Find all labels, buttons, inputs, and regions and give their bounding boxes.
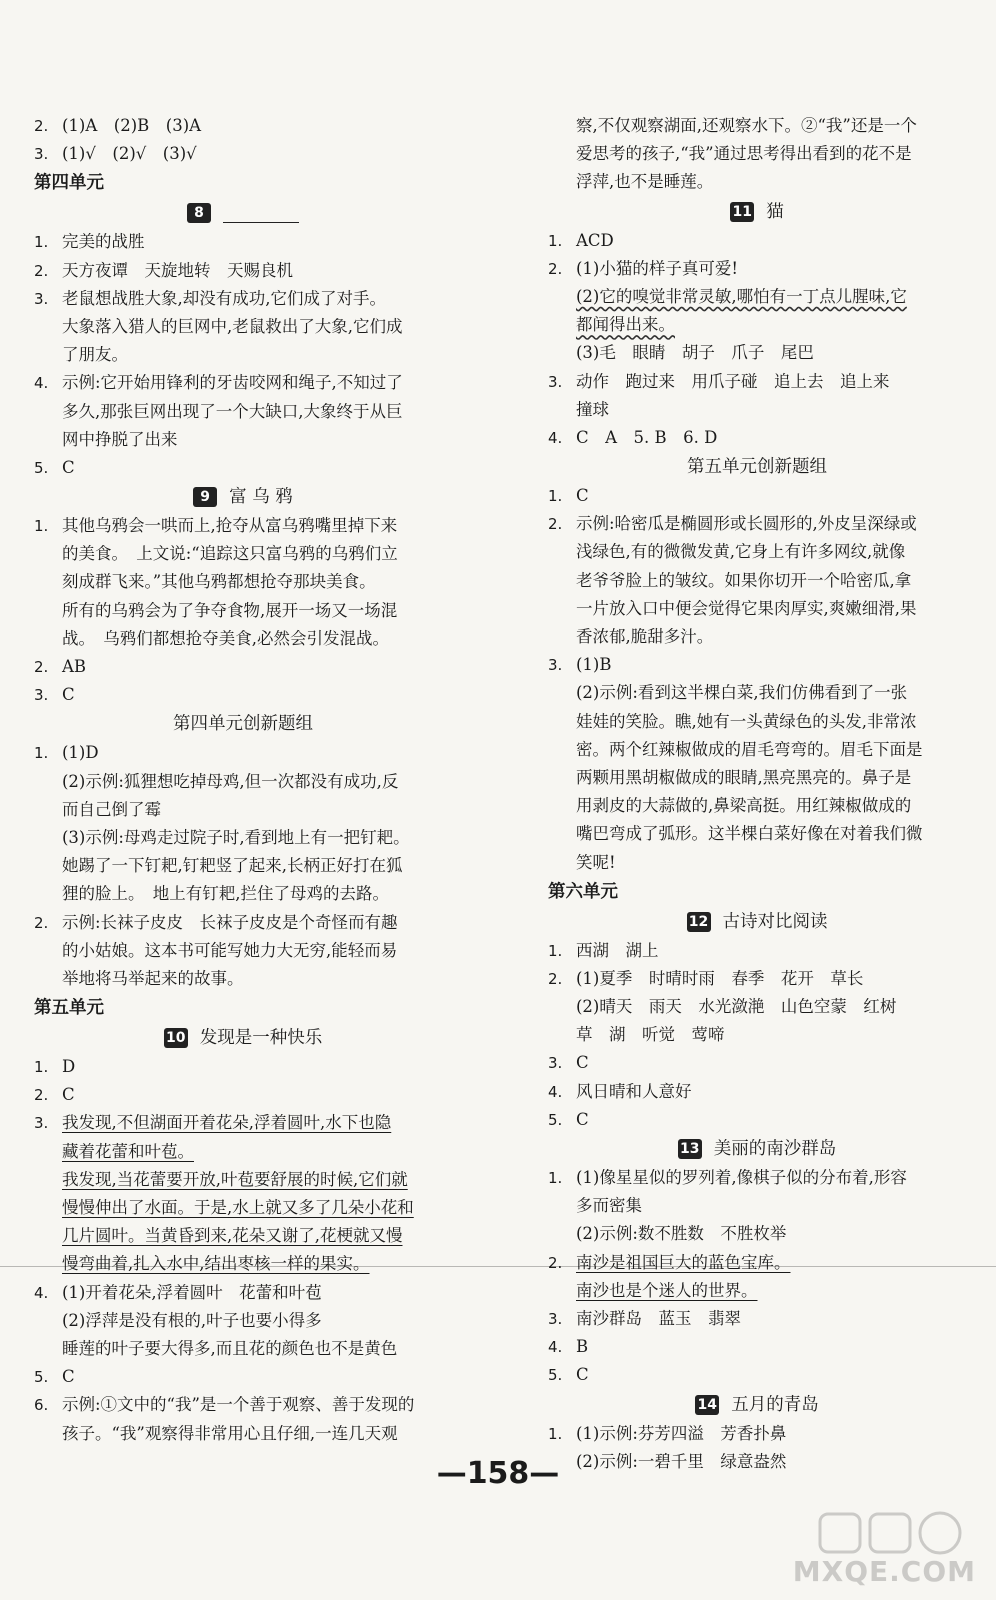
lesson-title: 美丽的南沙群岛 [713,1139,837,1159]
question-number: 5. [34,458,49,477]
answer-text: (1)示例:芬芳四溢 芳香扑鼻 [576,1423,787,1443]
answer-line [34,512,452,540]
answer-text: (2)浮萍是没有根的,叶子也要小得多 [62,1310,322,1330]
question-number: 2. [34,1086,49,1105]
answer-continuation [548,708,966,736]
answer-text: 密。两个红辣椒做成的眉毛弯弯的。眉毛下面是 [576,739,923,759]
answer-text: (1)D [62,743,99,763]
answer-continuation [34,568,452,596]
answer-continuation [34,1222,452,1250]
page-fold-line [0,1266,996,1267]
answer-text: 完美的战胜 [62,232,145,252]
answer-text: C A 5. B 6. D [576,427,718,447]
question-number: 2. [34,658,49,676]
unit-heading: 第六单元 [548,881,618,902]
answer-line [34,653,452,681]
lesson-number-badge: 10 [164,1028,188,1048]
answer-text: 其他乌鸦会一哄而上,抢夺从富乌鸦嘴里掉下来 [62,516,398,536]
answer-text: 老爷爷脸上的皱纹。如果你切开一个哈密瓜,拿 [576,570,912,590]
answer-text: 娃娃的笑脸。瞧,她有一头黄绿色的头发,非常浓 [576,711,917,731]
answer-text: C [576,1109,589,1129]
lesson-title: 发现是一种快乐 [199,1028,323,1049]
lesson-heading [34,1023,452,1053]
question-number: 2. [548,1253,563,1272]
answer-continuation [34,1420,452,1448]
answer-continuation [34,880,452,908]
section-heading: 第四单元创新题组 [173,714,313,735]
answer-continuation [34,341,452,369]
answer-text: 南沙是祖国巨大的蓝色宝库。 [576,1252,791,1272]
answer-continuation [34,796,452,824]
answer-line [548,424,966,452]
answer-line [548,1249,966,1277]
answer-line [548,227,966,255]
answer-line [548,1106,966,1134]
question-number: 4. [548,1338,563,1357]
answer-text: 老鼠想战胜大象,却没有成功,它们成了对手。 [62,288,386,308]
answer-continuation [34,540,452,568]
answer-continuation [548,595,966,623]
answer-continuation [548,1192,966,1220]
answer-continuation [34,1194,452,1222]
answer-line [34,909,452,937]
answer-text: 网中挣脱了出来 [62,429,178,449]
answer-text: 都闻得出来。 [576,315,675,335]
answer-continuation [548,567,966,595]
watermark [736,1508,976,1588]
answer-text: (2)示例:数不胜数 不胜枚举 [576,1224,787,1244]
answer-line [34,1279,452,1307]
question-number: 3. [34,289,49,308]
answer-continuation [548,283,966,311]
question-number: 3. [34,1114,49,1133]
answer-text: 我发现,不但湖面开着花朵,浮着圆叶,水下也隐 [62,1113,392,1133]
left-column [34,112,452,1448]
question-number: 2. [34,913,49,932]
lesson-heading [548,907,966,937]
answer-continuation [548,849,966,877]
answer-line [548,1420,966,1448]
answer-continuation [34,768,452,796]
answer-text: 的小姑娘。这本书可能写她力大无穷,能轻而易 [62,940,398,960]
answer-text: 用剥皮的大蒜做的,鼻梁高挺。用红辣椒做成的 [576,796,912,816]
answer-text: (2)晴天 雨天 水光潋滟 山色空蒙 红树 [576,997,897,1017]
question-number: 2. [34,117,49,135]
answer-line [34,739,452,767]
answer-continuation [34,1166,452,1194]
answer-text: C [576,486,589,506]
answer-continuation [34,937,452,965]
answer-line [34,257,452,285]
question-number: 5. [548,1110,563,1129]
answer-text: 而自己倒了霉 [62,799,161,819]
question-number: 3. [548,656,563,675]
answer-text: 香浓郁,脆甜多汁。 [576,627,714,646]
answer-text: 狸的脸上。 地上有钉耙,拦住了母鸡的去路。 [62,884,389,904]
answer-text: (3)毛 眼睛 胡子 爪子 尾巴 [576,343,814,363]
answer-text: 睡莲的叶子要大得多,而且花的颜色也不是黄色 [62,1338,398,1358]
answer-line [548,651,966,679]
answer-text: 嘴巴弯成了弧形。这半棵白菜好像在对着我们微 [576,824,923,844]
answer-text: D [62,1057,76,1077]
answer-text: 举地将马举起来的故事。 [62,968,244,988]
unit-heading: 第五单元 [34,998,104,1019]
lesson-heading [34,482,452,512]
answer-text: 风日晴和人意好 [576,1081,692,1101]
answer-text: C [62,1367,75,1387]
answer-text: 草 湖 听觉 莺啼 [576,1025,725,1045]
answer-line [548,368,966,396]
answer-text: 一片放入口中便会觉得它果肉厚实,爽嫩细滑,果 [576,598,917,618]
answer-text: 察,不仅观察湖面,还观察水下。②“我”还是一个 [576,116,917,135]
answer-continuation [548,792,966,820]
lesson-heading [34,198,452,228]
answer-text: (2)示例:看到这半棵白菜,我们仿佛看到了一张 [576,683,908,703]
answer-text: 南沙也是个迷人的世界。 [576,1280,758,1300]
lesson-title: 富 乌 鸦 [229,487,293,508]
answer-continuation [34,426,452,454]
answer-line [34,1391,452,1419]
lesson-number-badge: 8 [187,203,211,223]
answer-line [548,482,966,510]
answer-line [34,369,452,397]
question-number: 1. [548,487,563,506]
answer-continuation [548,993,966,1021]
answer-line [34,1081,452,1109]
answer-text: 藏着花蕾和叶苞。 [62,1141,194,1161]
lesson-heading [548,1134,966,1164]
answer-text: C [62,685,75,705]
question-number: 2. [548,969,563,988]
answer-text: 孩子。“我”观察得非常用心且仔细,一连几天观 [62,1423,398,1443]
answer-text: 她踢了一下钉耙,钉耙竖了起来,长柄正好打在狐 [62,856,403,876]
answer-continuation [34,1307,452,1335]
question-number: 6. [34,1396,49,1415]
lesson-title: 五月的青岛 [731,1394,819,1415]
answer-text: 撞球 [576,399,609,419]
answer-text: 几片圆叶。当黄昏到来,花朵又谢了,花梗就又慢 [62,1226,403,1246]
answer-line [548,965,966,993]
lesson-number-badge: 12 [687,912,711,932]
answer-continuation [34,1335,452,1363]
answer-text: ACD [576,230,614,250]
question-number: 5. [34,1368,49,1387]
answer-line [548,1305,966,1333]
right-column [548,112,966,1476]
answer-line [34,285,452,313]
lesson-number-badge: 14 [695,1395,719,1415]
answer-text: (1)小猫的样子真可爱! [576,258,739,278]
answer-text: (2)示例:一碧千里 绿意盎然 [576,1451,787,1471]
answer-line [34,112,452,140]
lesson-number-badge: 9 [193,487,217,507]
answer-text: 刻成群飞来。”其他乌鸦都想抢夺那块美食。 [62,572,376,592]
answer-text: (1)√ (2)√ (3)√ [62,144,197,164]
answer-text: 示例:哈密瓜是椭圆形或长圆形的,外皮呈深绿或 [576,514,917,534]
watermark-text: MXQE.COM [792,1555,976,1588]
answer-line [548,255,966,283]
question-number: 1. [34,517,49,536]
answer-text: (3)示例:母鸡走过院子时,看到地上有一把钉耙。 [62,827,410,847]
answer-continuation [548,339,966,367]
answer-line [548,937,966,965]
answer-text: 爱思考的孩子,“我”通过思考得出看到的花不是 [576,144,912,164]
answer-line [34,228,452,256]
answer-continuation [34,313,452,341]
question-number: 4. [548,428,563,447]
answer-continuation [34,824,452,852]
section-heading: 第五单元创新题组 [687,457,827,478]
question-number: 3. [548,1054,563,1073]
question-number: 1. [34,1058,49,1077]
answer-continuation [548,396,966,424]
answer-continuation [548,1021,966,1049]
answer-continuation [34,852,452,880]
answer-text: 多久,那张巨网出现了一个大缺口,大象终于从巨 [62,401,403,421]
question-number: 3. [548,1309,563,1328]
answer-continuation [548,538,966,566]
answer-text: (2)示例:狐狸想吃掉母鸡,但一次都没有成功,反 [62,771,399,791]
answer-line [548,1049,966,1077]
question-number: 3. [548,372,563,391]
answer-text: B [576,1337,589,1357]
answer-continuation [34,1250,452,1278]
answer-stamp-icon [816,1508,966,1558]
answer-text: 所有的乌鸦会为了争夺食物,展开一场又一场混 [62,600,398,620]
question-number: 1. [548,941,563,960]
answer-line [34,681,452,709]
question-number: 2. [548,515,563,534]
lesson-heading [548,1390,966,1420]
lesson-title: 猫 [766,201,784,222]
answer-continuation [34,625,452,653]
answer-continuation [34,1138,452,1166]
answer-continuation [548,311,966,339]
question-number: 2. [548,259,563,278]
question-number: 4. [548,1082,563,1101]
answer-text: AB [62,657,87,676]
question-number: 1. [548,231,563,250]
question-number: 1. [548,1424,563,1443]
lesson-number-badge: 11 [730,202,754,222]
answer-continuation [34,597,452,625]
question-number: 5. [548,1366,563,1385]
answer-text: 我发现,当花蕾要开放,叶苞要舒展的时候,它们就 [62,1169,408,1189]
answer-line [548,1361,966,1389]
question-number: 1. [548,1169,563,1187]
answer-text: 了朋友。 [62,345,128,365]
answer-line [548,1164,966,1192]
answer-text: 战。 乌鸦们都想抢夺美食,必然会引发混战。 [62,628,389,648]
answer-continuation [548,623,966,651]
answer-text: 浮萍,也不是睡莲。 [576,172,714,192]
answer-text: (1)夏季 时晴时雨 春季 花开 草长 [576,968,864,988]
answer-text: (2)它的嗅觉非常灵敏,哪怕有一丁点儿腥味,它 [576,286,907,306]
answer-line [548,1333,966,1361]
answer-text: 笑呢! [576,852,616,872]
answer-text: (1)B [576,655,612,675]
answer-continuation [548,168,966,196]
answer-text: 示例:①文中的“我”是一个善于观察、善于发现的 [62,1395,415,1415]
lesson-number-badge: 13 [678,1139,702,1159]
lesson-title: 古诗对比阅读 [722,911,828,932]
answer-text: C [62,1085,75,1105]
answer-continuation [548,140,966,168]
answer-line [548,510,966,538]
answer-text: 浅绿色,有的微微发黄,它身上有许多网纹,就像 [576,542,906,562]
question-number: 3. [34,145,49,164]
answer-text: C [62,457,75,477]
answer-continuation [548,1277,966,1305]
answer-text: 示例:长袜子皮皮 长袜子皮皮是个奇怪而有趣 [62,912,398,932]
question-number: 1. [34,233,49,252]
answer-text: 南沙群岛 蓝玉 翡翠 [576,1308,741,1328]
answer-line [34,1363,452,1391]
answer-continuation [548,764,966,792]
answer-text: 的美食。 上文说:“追踪这只富乌鸦的乌鸦们立 [62,544,398,564]
answer-continuation [548,736,966,764]
answer-line [34,1053,452,1081]
answer-text: 大象落入猎人的巨网中,老鼠救出了大象,它们成 [62,316,403,336]
answer-text: (1)开着花朵,浮着圆叶 花蕾和叶苞 [62,1282,322,1302]
answer-text: (1)像星星似的罗列着,像棋子似的分布着,形容 [576,1168,907,1187]
answer-text: 慢慢伸出了水面。于是,水上就又多了几朵小花和 [62,1198,414,1217]
lesson-heading [548,197,966,227]
unit-heading: 第四单元 [34,173,104,194]
answer-text: 动作 跑过来 用爪子碰 追上去 追上来 [576,371,890,391]
answer-continuation [548,820,966,848]
answer-text: C [576,1053,589,1073]
page-number: —158— [436,1456,560,1491]
answer-continuation [34,398,452,426]
answer-continuation [548,679,966,707]
answer-line [34,1109,452,1137]
question-number: 4. [34,374,49,393]
answer-text: C [576,1365,589,1385]
answer-continuation [34,965,452,993]
answer-line [34,140,452,168]
question-number: 2. [34,261,49,280]
answer-text: 天方夜谭 天旋地转 天赐良机 [62,260,293,280]
answer-continuation [548,1220,966,1248]
answer-continuation [548,112,966,140]
answer-text: 西湖 湖上 [576,940,659,960]
answer-text: 慢弯曲着,扎入水中,结出枣核一样的果实。 [62,1254,370,1274]
answer-text: 多而密集 [576,1196,642,1216]
answer-line [34,454,452,482]
answer-text: 示例:它开始用锋利的牙齿咬网和绳子,不知过了 [62,373,403,393]
question-number: 4. [34,1283,49,1302]
question-number: 3. [34,686,49,705]
answer-line [548,1078,966,1106]
question-number: 1. [34,744,49,763]
answer-text: 两颗用黑胡椒做成的眼睛,黑亮黑亮的。鼻子是 [576,767,912,787]
answer-text: (1)A (2)B (3)A [62,116,202,135]
lesson-title-blank [223,204,299,223]
